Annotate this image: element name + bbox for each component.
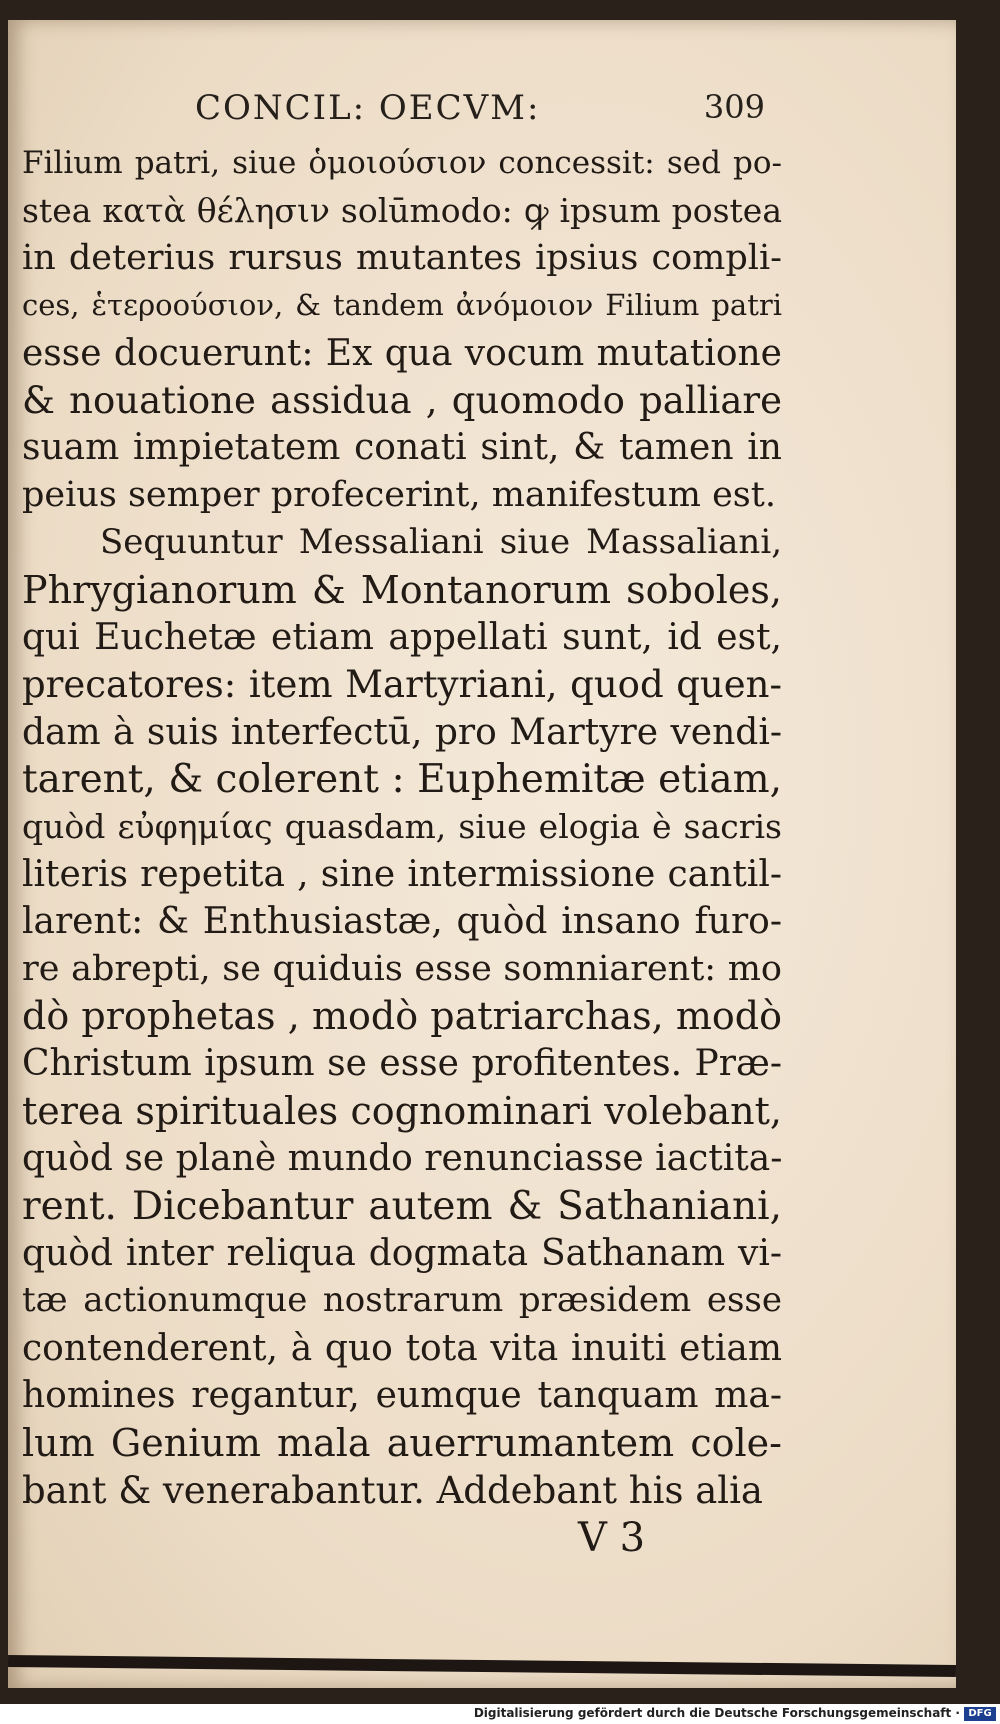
text-line: stea κατὰ θέλησιν solūmodo: ꝙ ipsum postea — [22, 191, 782, 231]
text-line: quòd inter reliqua dogmata Sathanam vi- — [22, 1232, 782, 1274]
text-line: suam impietatem conati sint, & tamen in — [22, 427, 782, 469]
text-line: contenderent, à quo tota vita inuiti etiam — [22, 1327, 782, 1369]
text-line: homines regantur, eumque tanquam ma- — [22, 1375, 782, 1417]
text-line: qui Euchetæ etiam appellati sunt, id est, — [22, 616, 782, 658]
text-line: esse docuerunt: Ex qua vocum mutatione — [22, 332, 782, 374]
text-line: Phrygianorum & Montanorum soboles, — [22, 567, 782, 612]
page-number: 309 — [703, 88, 765, 126]
signature-mark: V 3 — [578, 1515, 646, 1561]
text-line: in deterius rursus mutantes ipsius compli- — [22, 237, 782, 278]
text-line: precatores: item Martyriani, quod quen- — [22, 663, 782, 707]
text-line: quòd εὐφημίας quasdam, siue elogia è sacris — [22, 807, 782, 847]
text-line: tæ actionumque nostrarum præsidem esse — [22, 1280, 782, 1321]
footer-credit: Digitalisierung gefördert durch die Deutsche Forschungsgemeinschaft · — [473, 1706, 960, 1720]
text-line: peius semper profecerint, manifestum est. — [22, 474, 776, 515]
text-line: Christum ipsum se esse profitentes. Præ- — [22, 1043, 782, 1085]
text-line: literis repetita , sine intermissione cantil- — [22, 853, 782, 895]
text-line: lum Genium mala auerrumantem cole- — [22, 1420, 782, 1465]
text-line: Filium patri, siue ὁμοιούσιον concessit: sed po- — [22, 145, 782, 181]
text-line: terea spirituales cognominari volebant, — [22, 1088, 782, 1133]
dfg-logo: DFG — [964, 1707, 996, 1721]
text-line: dam à suis interfectū, pro Martyre vendi- — [22, 711, 782, 753]
text-line: re abrepti, se quiduis esse somniarent: mo — [22, 948, 782, 989]
text-line: rent. Dicebantur autem & Sathaniani, — [22, 1183, 782, 1229]
body-text — [22, 140, 782, 1514]
text-line: & nouatione assidua , quomodo palliare — [22, 378, 782, 422]
text-line: larent: & Enthusiastæ, quòd insano furo- — [22, 901, 782, 943]
text-line: tarent, & colerent : Euphemitæ etiam, — [22, 757, 782, 803]
text-line: quòd se planè mundo renunciasse iactita- — [22, 1138, 783, 1180]
text-line-paragraph-start: Sequuntur Messaliani siue Massaliani, — [100, 522, 782, 563]
text-line: dò prophetas , modò patriarchas, modò — [22, 994, 782, 1039]
text-line: ces, ἑτεροούσιον, & tandem ἀνόμοιον Filium patri — [22, 288, 782, 323]
running-title: CONCIL: OECVM: — [195, 88, 541, 128]
running-head — [195, 88, 765, 138]
digitization-footer — [0, 1704, 1000, 1724]
text-line: bant & venerabantur. Addebant his alia — [22, 1468, 763, 1512]
